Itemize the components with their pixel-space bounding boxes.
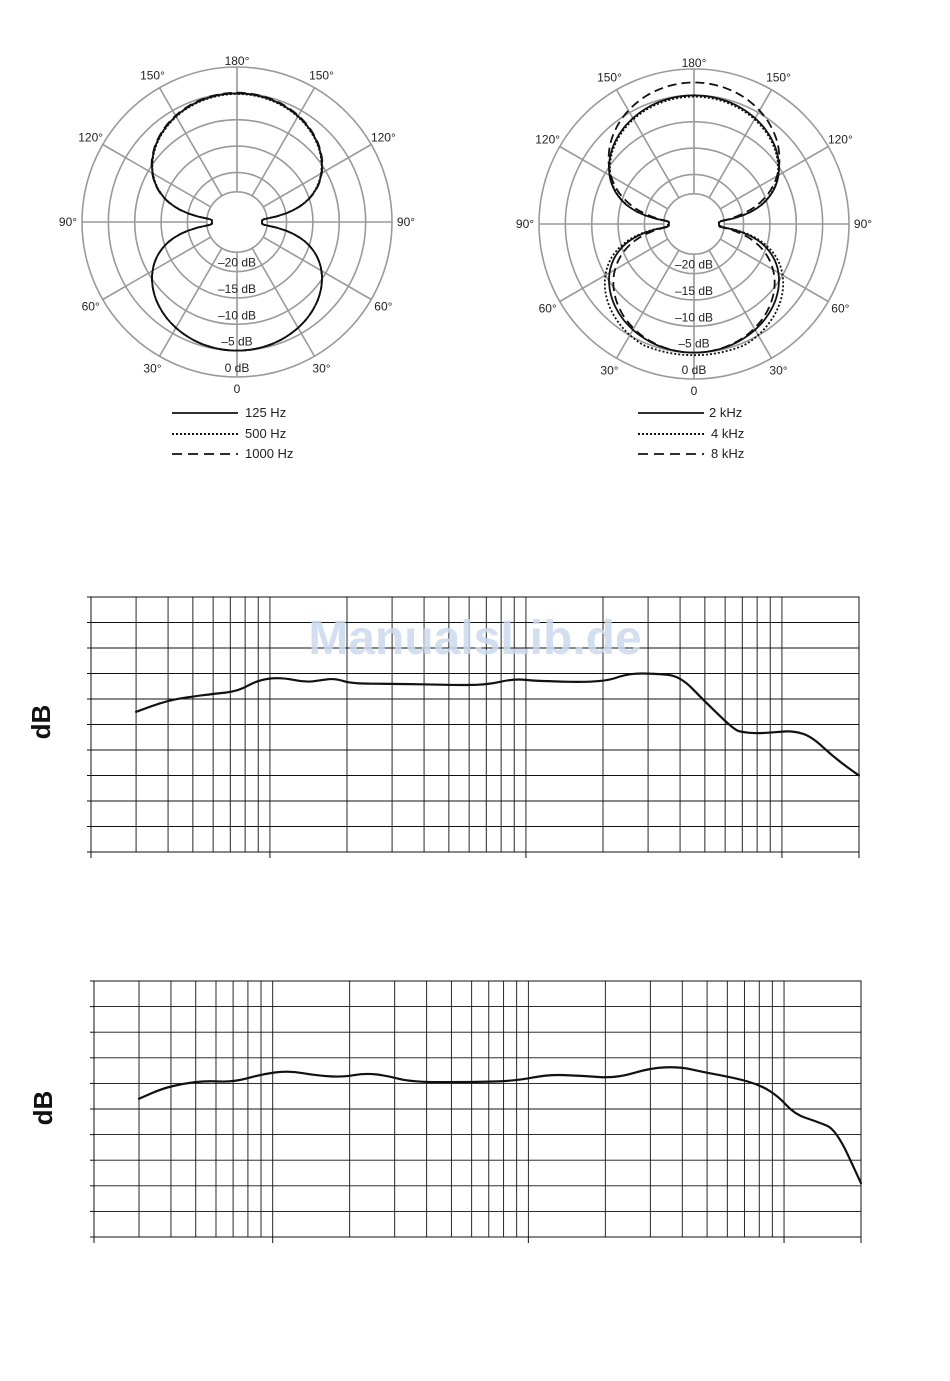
polar-ring xyxy=(664,194,724,254)
legend-label: 2 kHz xyxy=(709,405,743,420)
polar-angle-label: 120° xyxy=(535,132,561,147)
polar-angle-label: 30° xyxy=(600,363,619,378)
polar-spoke xyxy=(560,239,668,301)
polar-spoke xyxy=(263,237,371,299)
polar-db-label: –15 dB xyxy=(674,283,714,298)
polar-spoke xyxy=(709,90,771,198)
polar-db-label: –20 dB xyxy=(674,257,714,272)
polar-db-label: –15 dB xyxy=(217,281,257,296)
polar-angle-label: 120° xyxy=(370,130,396,145)
polar-db-label: –20 dB xyxy=(217,255,257,270)
polar-ring xyxy=(207,192,267,252)
polar-spoke xyxy=(617,250,679,358)
polar-angle-label: 0 xyxy=(233,382,241,396)
polar-spoke xyxy=(103,237,211,299)
polar-db-label: 0 dB xyxy=(681,363,707,377)
polar-angle-label: 30° xyxy=(312,361,331,376)
polar-angle-label: 60° xyxy=(538,301,557,316)
polar-plot-low-frequencies xyxy=(59,54,415,396)
polar-angle-label: 150° xyxy=(309,68,334,83)
polar-angle-label: 150° xyxy=(140,68,165,83)
polar-db-label: –5 dB xyxy=(678,336,710,351)
polar-spoke xyxy=(617,90,679,198)
polar-angle-label: 60° xyxy=(831,301,850,316)
legend-label: 4 kHz xyxy=(711,426,745,441)
polar-angle-label: 60° xyxy=(81,299,100,314)
polar-plot-high-frequencies xyxy=(516,56,872,398)
y-axis-label: dB xyxy=(28,1090,58,1126)
polar-angle-label: 90° xyxy=(853,217,873,231)
frequency-response-curve xyxy=(139,1067,861,1183)
watermark-text: ManualsLib.de xyxy=(308,612,642,665)
y-axis-label: dB xyxy=(26,704,56,740)
legend-high-frequencies xyxy=(638,405,744,461)
polar-angle-label: 60° xyxy=(374,299,393,314)
legend-low-frequencies xyxy=(172,405,293,461)
polar-angle-label: 30° xyxy=(769,363,788,378)
polar-angle-label: 90° xyxy=(515,217,535,231)
polar-spoke xyxy=(720,239,828,301)
polar-spoke xyxy=(103,145,211,207)
polar-spoke xyxy=(263,145,371,207)
polar-db-label: –10 dB xyxy=(217,308,257,323)
legend-label: 500 Hz xyxy=(245,426,287,441)
polar-spoke xyxy=(560,147,668,209)
polar-angle-label: 120° xyxy=(78,130,104,145)
polar-angle-label: 150° xyxy=(597,70,622,85)
polar-angle-label: 180° xyxy=(224,54,250,68)
polar-spoke xyxy=(252,248,314,356)
polar-db-label: 0 dB xyxy=(224,361,250,375)
polar-db-label: –10 dB xyxy=(674,310,714,325)
polar-angle-label: 90° xyxy=(58,215,78,229)
polar-spoke xyxy=(720,147,828,209)
polar-db-label: –5 dB xyxy=(221,334,253,349)
frequency-response-chart-2 xyxy=(90,981,861,1243)
legend-label: 1000 Hz xyxy=(245,446,294,461)
legend-label: 8 kHz xyxy=(711,446,745,461)
polar-angle-label: 30° xyxy=(143,361,162,376)
legend-label: 125 Hz xyxy=(245,405,287,420)
polar-angle-label: 0 xyxy=(690,384,698,398)
polar-angle-label: 90° xyxy=(396,215,416,229)
polar-angle-label: 120° xyxy=(827,132,853,147)
polar-spoke xyxy=(160,248,222,356)
polar-angle-label: 180° xyxy=(681,56,707,70)
polar-spoke xyxy=(709,250,771,358)
polar-angle-label: 150° xyxy=(766,70,791,85)
